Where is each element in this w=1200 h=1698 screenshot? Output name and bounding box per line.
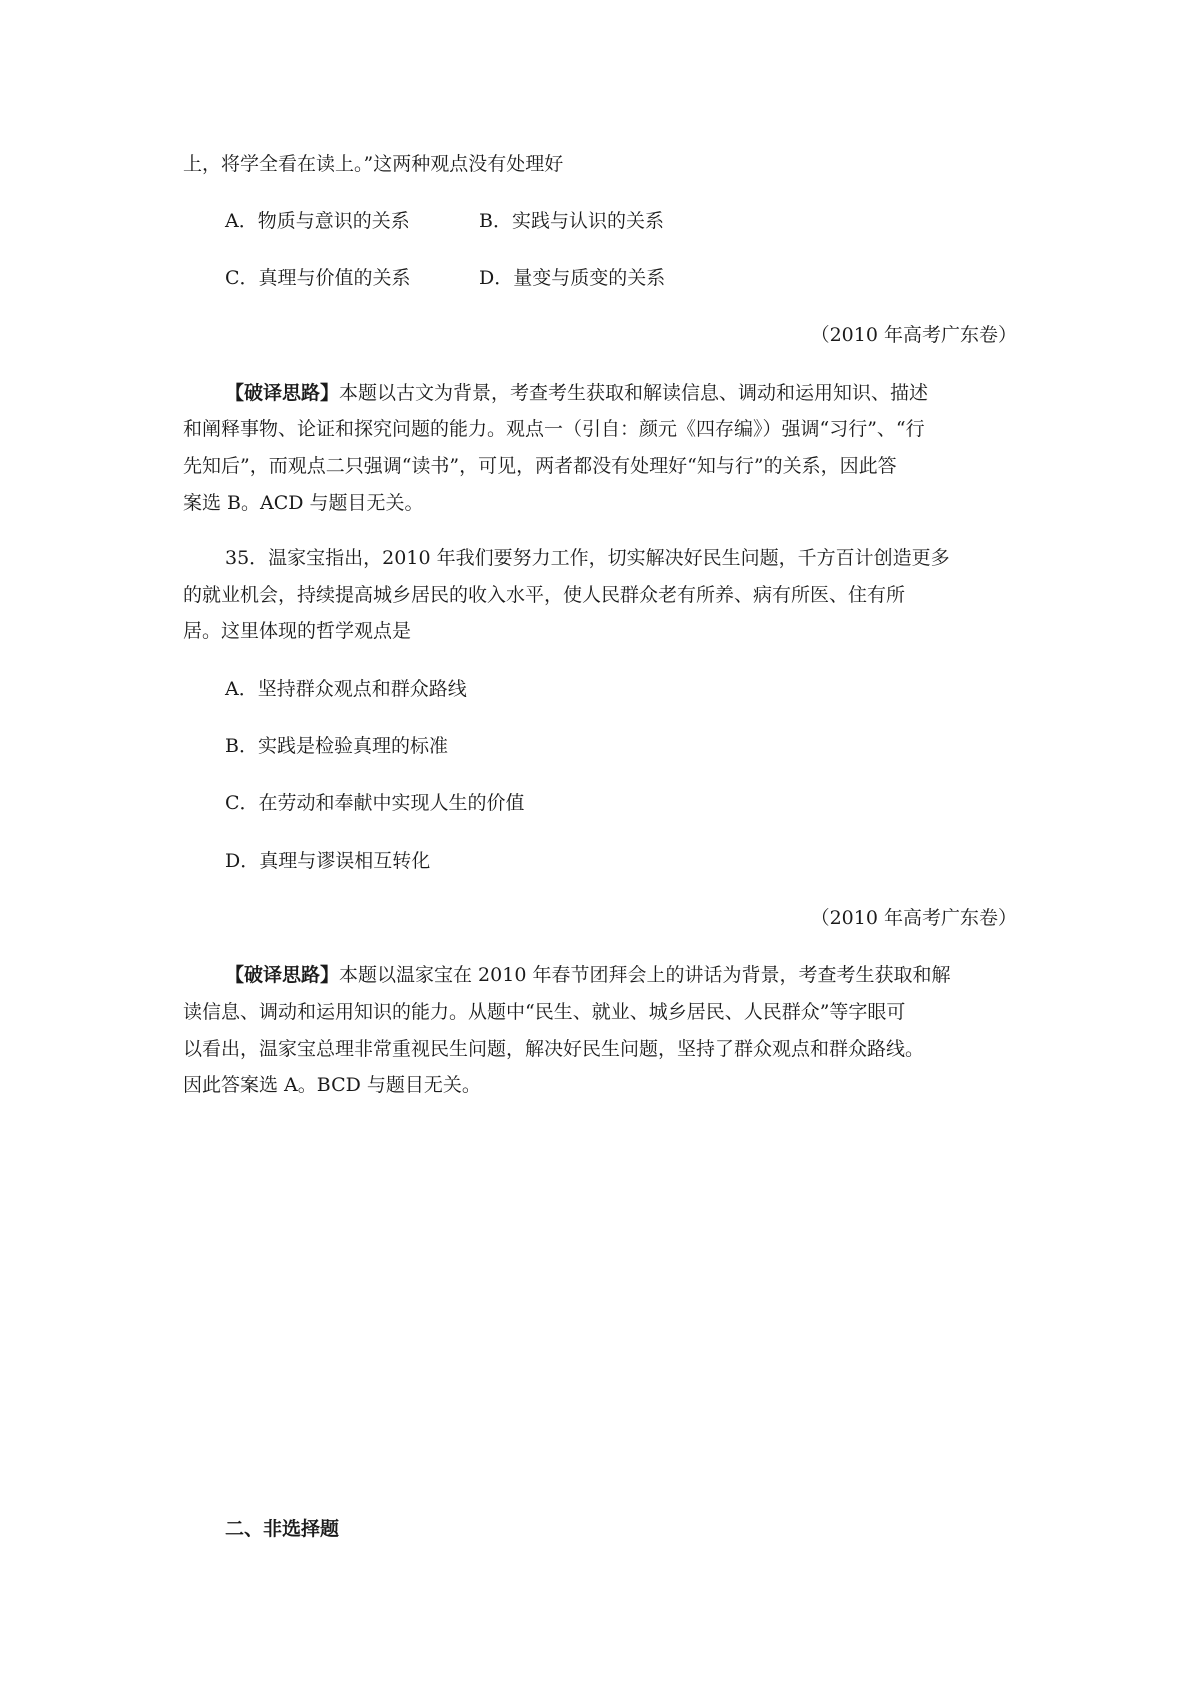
q34-analysis-line-1 [225, 384, 928, 403]
q35-analysis-line-4: 因此答案选 A。BCD 与题目无关。 [183, 1074, 481, 1096]
q34-analysis-line-2: 和阐释事物、论证和探究问题的能力。观点一（引自：颜元《四存编》）强调“习行”、“行 [183, 418, 925, 440]
q35-source: （2010 年高考广东卷） [810, 907, 1017, 929]
q34-analysis-label: 【破译思路】 [225, 382, 340, 404]
q34-analysis-line-3: 先知后”，而观点二只强调“读书”，可见，两者都没有处理好“知与行”的关系，因此答 [183, 455, 897, 477]
q34-option-a: A．物质与意识的关系 [225, 210, 410, 232]
q35-stem-line-2: 的就业机会，持续提高城乡居民的收入水平，使人民群众老有所养、病有所医、住有所 [183, 584, 906, 606]
q35-analysis-line-1 [225, 966, 950, 985]
q35-stem-line-1: 35．温家宝指出，2010 年我们要努力工作，切实解决好民生问题，千方百计创造更多 [225, 547, 950, 569]
section-heading: 二、非选择题 [225, 1518, 340, 1540]
q35-analysis-line-3: 以看出，温家宝总理非常重视民生问题，解决好民生问题，坚持了群众观点和群众路线。 [183, 1038, 925, 1060]
q35-option-b: B．实践是检验真理的标准 [225, 735, 448, 757]
q35-option-d: D．真理与谬误相互转化 [225, 850, 431, 872]
q35-analysis-line-2: 读信息、调动和运用知识的能力。从题中“民生、就业、城乡居民、人民群众”等字眼可 [183, 1001, 906, 1023]
q34-stem-tail: 上，将学全看在读上。”这两种观点没有处理好 [183, 153, 564, 175]
q34-source: （2010 年高考广东卷） [810, 324, 1017, 346]
q34-analysis-text-1: 本题以古文为背景，考查考生获取和解读信息、调动和运用知识、描述 [339, 382, 929, 404]
q34-option-d: D．量变与质变的关系 [479, 267, 666, 289]
q35-option-a: A．坚持群众观点和群众路线 [225, 678, 467, 700]
q35-analysis-text-1: 本题以温家宝在 2010 年春节团拜会上的讲话为背景，考查考生获取和解 [339, 964, 951, 986]
q34-option-c: C．真理与价值的关系 [225, 267, 411, 289]
q34-option-b: B．实践与认识的关系 [479, 210, 664, 232]
q35-analysis-label: 【破译思路】 [225, 964, 340, 986]
q34-analysis-line-4: 案选 B。ACD 与题目无关。 [183, 492, 424, 514]
q35-option-c: C．在劳动和奉献中实现人生的价值 [225, 792, 525, 814]
q35-stem-line-3: 居。这里体现的哲学观点是 [183, 620, 412, 642]
